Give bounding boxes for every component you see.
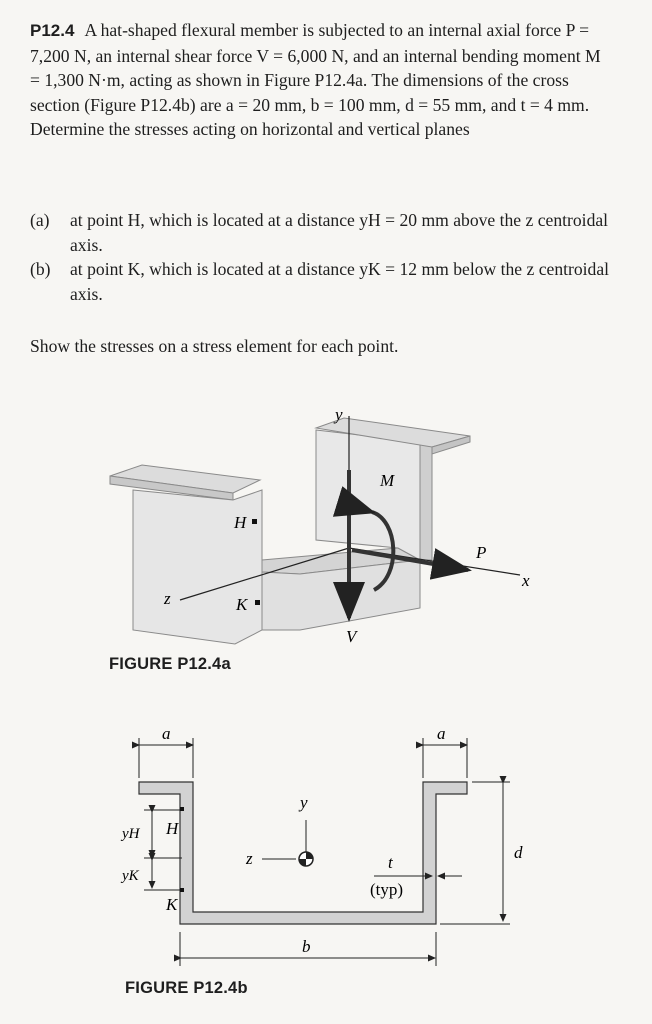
fig-b-label-h: H bbox=[166, 819, 179, 838]
section-point-h bbox=[180, 807, 184, 811]
fig-a-label-x: x bbox=[522, 571, 530, 590]
fig-b-label-z: z bbox=[246, 849, 253, 868]
figure-a-caption: FIGURE P12.4a bbox=[109, 655, 231, 673]
fig-a-label-z: z bbox=[164, 589, 171, 608]
fig-b-label-d: d bbox=[514, 843, 523, 862]
fig-a-label-k: K bbox=[236, 595, 248, 614]
problem-number: P12.4 bbox=[30, 21, 75, 40]
part-a-text: at point H, which is located at a distance yH = 20 mm above the z centroidal axis. bbox=[70, 210, 609, 255]
part-a-label: (a) bbox=[30, 210, 50, 230]
closing-instruction: Show the stresses on a stress element for each point. bbox=[30, 336, 399, 356]
centroid-fill-q1 bbox=[306, 852, 313, 859]
fig-b-label-a-left: a bbox=[162, 724, 171, 743]
problem-text: A hat-shaped flexural member is subjected to an internal axial force P = 7,200 N, an internal shear force V = 6,000 N, and an internal bending moment M = 1,300 N·m, acting as shown in Figure P12.4a. The dimensions of the cross section (Figure P12.4b) are a = 20 mm, b = 100 mm, d = 55 mm, and t = 4 mm. Determine the stresses acting on horizontal and vertical planes bbox=[30, 20, 601, 139]
fig-b-label-yh: yH bbox=[122, 826, 140, 842]
centroid-fill-q3 bbox=[299, 859, 306, 866]
section-point-k bbox=[180, 888, 184, 892]
part-b-label: (b) bbox=[30, 259, 51, 279]
fig-a-label-p: P bbox=[476, 543, 487, 562]
fig-a-label-h: H bbox=[234, 513, 247, 532]
fig-b-label-b: b bbox=[302, 937, 311, 956]
figure-b-caption: FIGURE P12.4b bbox=[125, 979, 248, 997]
fig-b-label-y: y bbox=[300, 793, 308, 812]
fig-b-label-t: t bbox=[388, 853, 393, 872]
part-b-text: at point K, which is located at a distance yK = 12 mm below the z centroidal axis. bbox=[70, 259, 610, 304]
fig-b-label-a-right: a bbox=[437, 724, 446, 743]
fig-b-label-k: K bbox=[166, 895, 178, 914]
fig-b-label-typ: (typ) bbox=[370, 880, 404, 899]
fig-b-label-yk: yK bbox=[122, 868, 139, 884]
fig-a-label-y: y bbox=[335, 405, 343, 424]
fig-a-label-m: M bbox=[380, 471, 395, 490]
fig-a-label-v: V bbox=[346, 627, 357, 646]
